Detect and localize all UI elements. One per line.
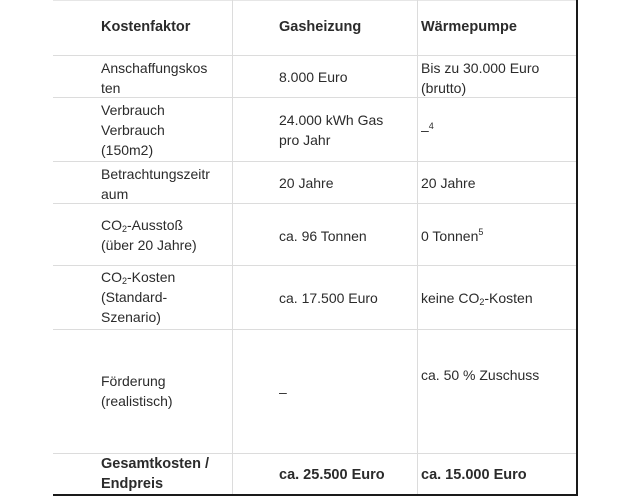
row-label-line: (150m2) <box>101 142 154 158</box>
wp-value-text: keine CO <box>421 290 480 306</box>
row-label-suffix: -Ausstoß <box>127 217 184 233</box>
row-label-line: Anschaffungskos <box>101 60 208 76</box>
row-label-suffix: -Kosten <box>127 269 176 285</box>
row-label <box>101 164 276 204</box>
row-label-line: Verbrauch <box>101 102 165 118</box>
row-label <box>101 100 276 160</box>
row-label-line: (Standard- <box>101 289 168 305</box>
row-label <box>101 267 276 327</box>
row-label <box>101 215 276 255</box>
row-label <box>101 58 276 98</box>
total-label-line: Endpreis <box>101 476 164 492</box>
total-wp-value: ca. 15.000 Euro <box>421 467 527 483</box>
table-row <box>53 98 576 162</box>
row-label-line: Förderung <box>101 373 166 389</box>
row-label-line: Betrachtungszeitr <box>101 166 210 182</box>
gas-value <box>279 110 414 150</box>
total-label-line: Gesamtkosten / <box>101 456 209 472</box>
row-label-line: Szenario) <box>101 309 161 325</box>
wp-value-text: 0 Tonnen <box>421 228 479 244</box>
table-total-row <box>53 454 576 494</box>
table-row <box>53 330 576 454</box>
header-gasheizung: Gasheizung <box>279 19 362 35</box>
wp-value-line: Bis zu 30.000 Euro <box>421 60 540 76</box>
gas-value: ca. 17.500 Euro <box>279 290 378 306</box>
header-waermepumpe: Wärmepumpe <box>421 19 517 35</box>
wp-value <box>421 120 571 140</box>
wp-dash: – <box>421 122 429 138</box>
cost-comparison-table <box>53 0 578 496</box>
table-row <box>53 56 576 98</box>
gas-value: – <box>279 384 287 400</box>
subscript: 2 <box>122 224 128 234</box>
row-label-line <box>101 215 276 235</box>
table-row <box>53 162 576 204</box>
gas-value: 8.000 Euro <box>279 69 348 85</box>
row-label-line: ten <box>101 80 121 96</box>
total-gas-value: ca. 25.500 Euro <box>279 467 385 483</box>
co2-text: CO <box>101 269 122 285</box>
header-kostenfaktor: Kostenfaktor <box>101 19 191 35</box>
footnote-marker: 5 <box>478 227 484 237</box>
total-label <box>101 454 276 494</box>
co2-text: CO <box>101 217 122 233</box>
gas-value: ca. 96 Tonnen <box>279 228 367 244</box>
table-row <box>53 204 576 266</box>
subscript: 2 <box>479 297 485 307</box>
gas-value: 20 Jahre <box>279 175 334 191</box>
wp-value: ca. 50 % Zuschuss <box>421 367 540 383</box>
wp-value <box>421 226 571 246</box>
wp-value <box>421 58 571 98</box>
row-label-line: (über 20 Jahre) <box>101 237 197 253</box>
row-label <box>101 371 276 411</box>
row-label-line <box>101 267 276 287</box>
gas-value-line: pro Jahr <box>279 132 331 148</box>
table-row <box>53 266 576 330</box>
gas-value-line: 24.000 kWh Gas <box>279 112 384 128</box>
row-label-line: aum <box>101 186 129 202</box>
wp-value <box>421 288 571 308</box>
wp-value-line: (brutto) <box>421 80 467 96</box>
row-label-line: Verbrauch <box>101 122 165 138</box>
row-label-line: (realistisch) <box>101 393 173 409</box>
wp-value-suffix: -Kosten <box>484 290 533 306</box>
wp-value: 20 Jahre <box>421 175 476 191</box>
subscript: 2 <box>122 276 128 286</box>
table-header-row <box>53 0 576 56</box>
footnote-marker: 4 <box>428 121 434 131</box>
